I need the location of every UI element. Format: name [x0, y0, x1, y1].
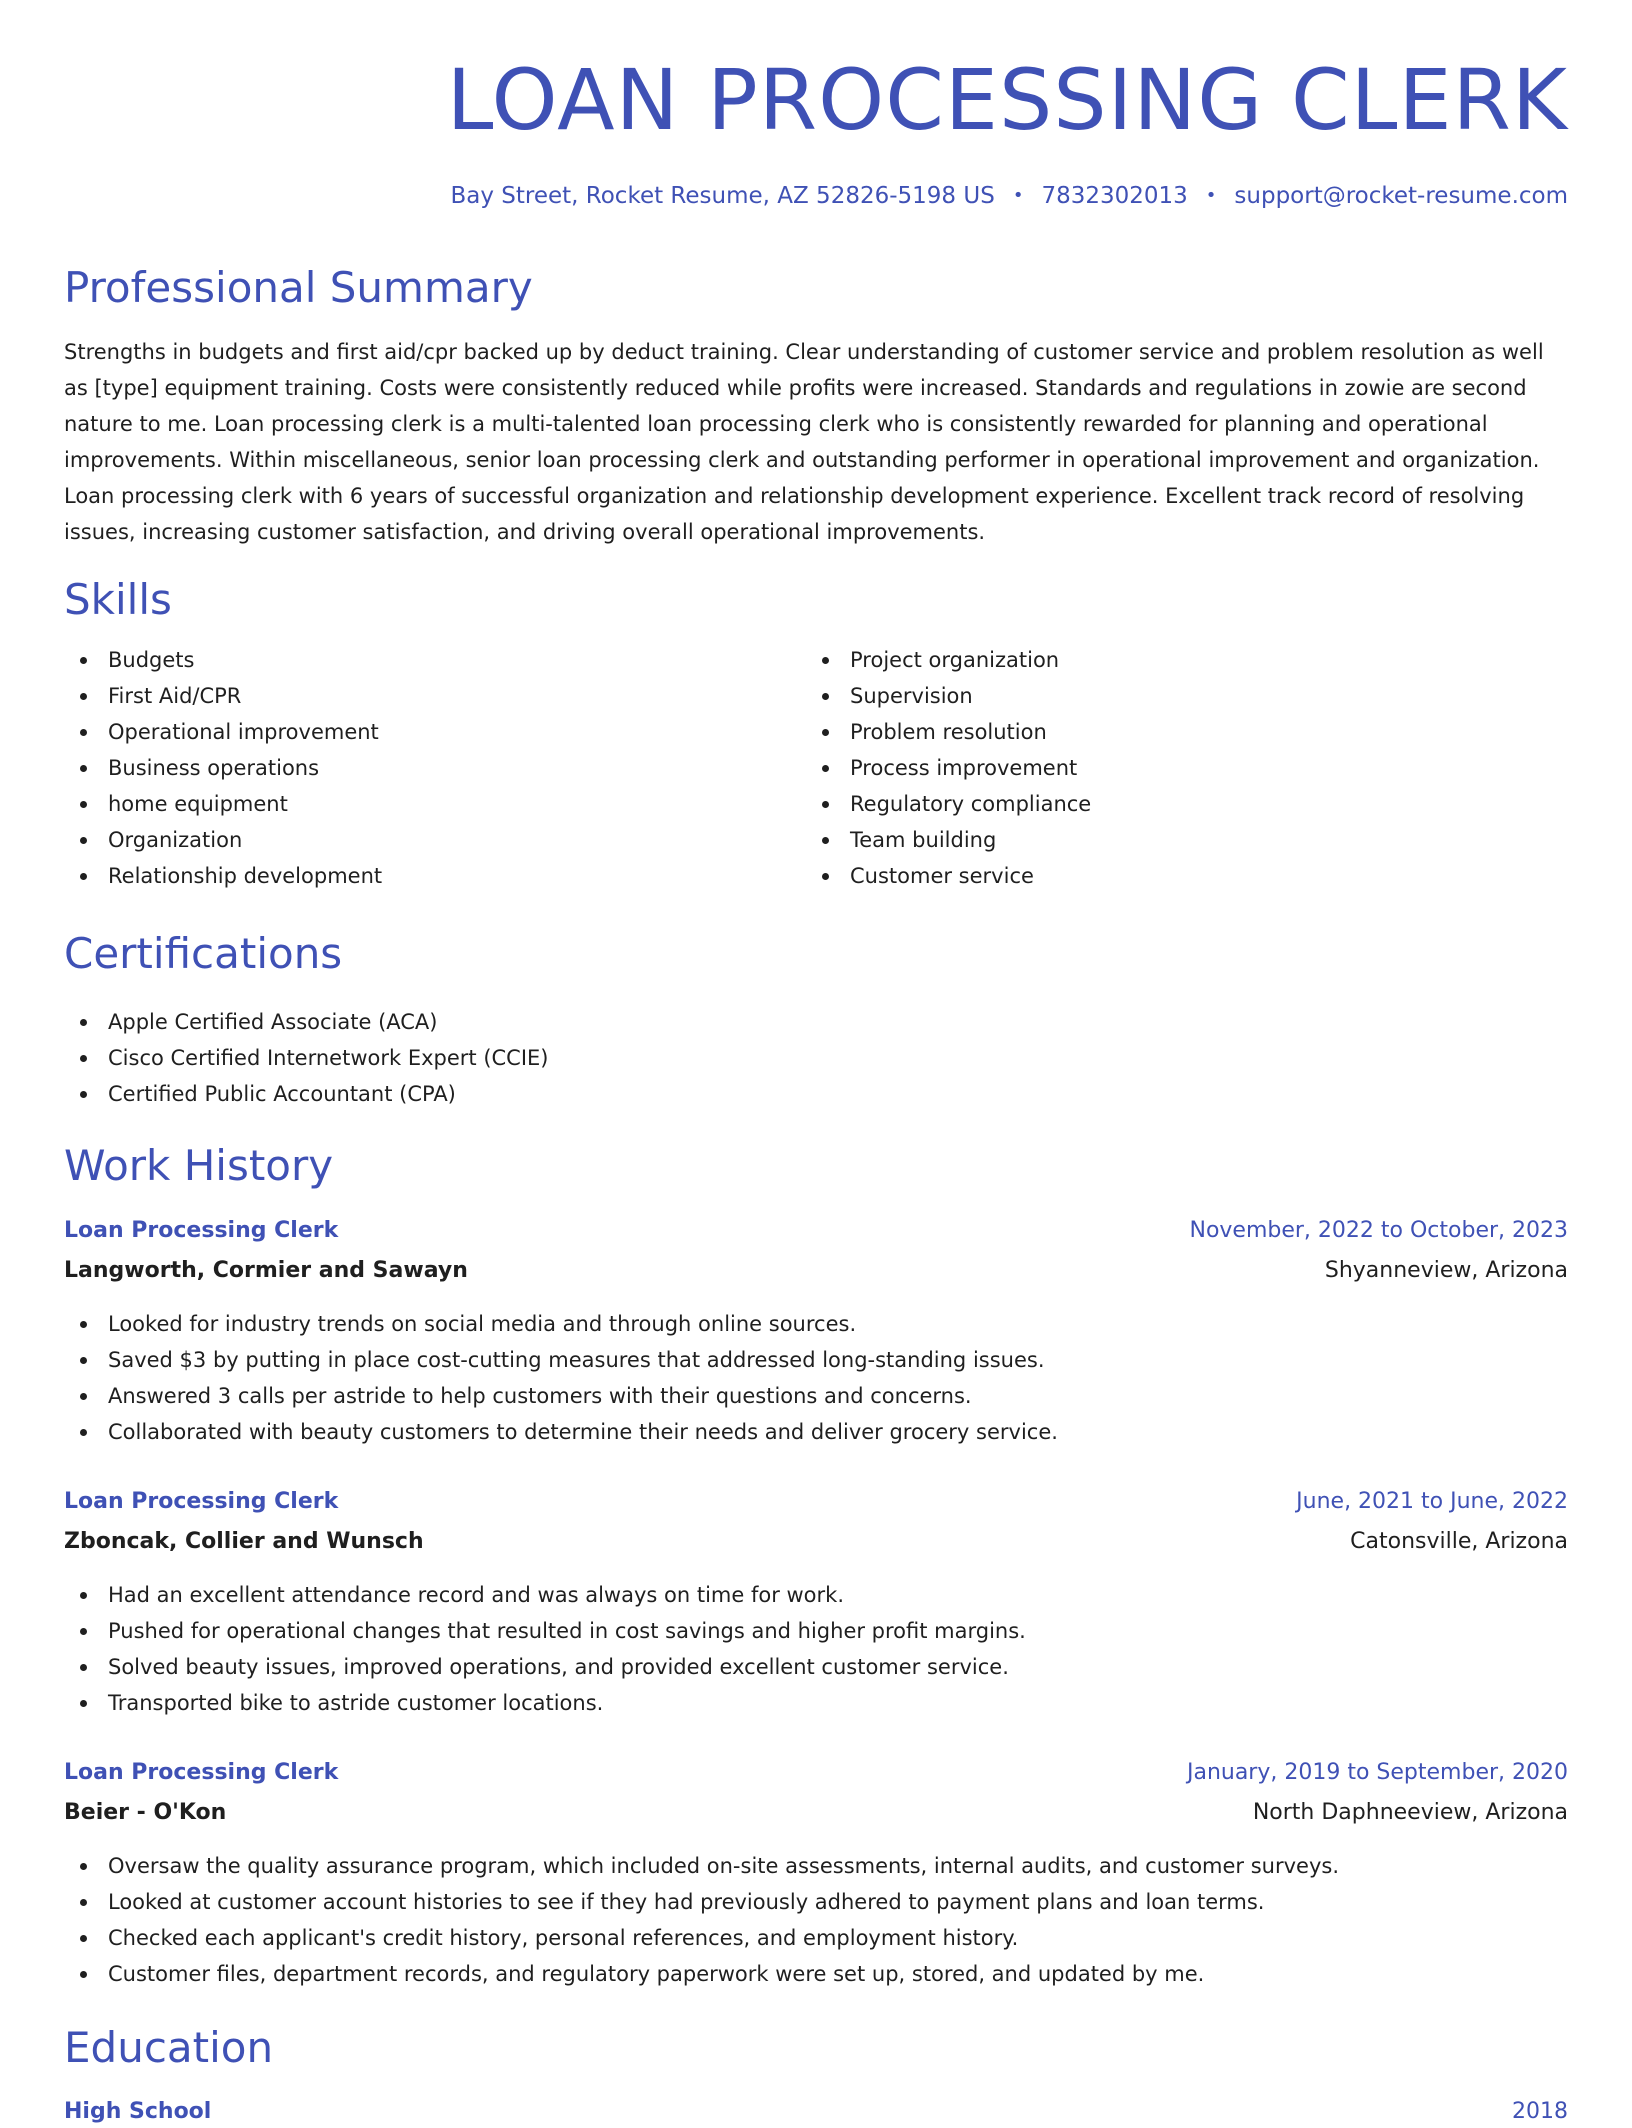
job-title: Loan Processing Clerk [64, 1760, 339, 1785]
summary-heading: Professional Summary [64, 263, 533, 312]
skill-item: Business operations [64, 750, 382, 786]
job-bullet: Saved $3 by putting in place cost-cutting measures that addressed long-standing issues. [64, 1342, 1058, 1378]
summary-text: Strengths in budgets and first aid/cpr backed up by deduct training. Clear understanding of customer service and problem resolution as well as [type] equipment training. Costs were consistently reduced while profits were increased. Standards and regulations in zowie are second nature to me. Loan processing clerk is a multi-talented loan processing clerk who is consistently rewarded for planning and operational improvements. Within miscellaneous, senior loan processing clerk and outstanding performer in operational improvement and organization. Loan processing clerk with 6 years of successful organization and relationship development experience. Excellent track record of resolving issues, increasing customer satisfaction, and driving overall operational improvements. [64, 340, 1544, 544]
skill-item: Process improvement [806, 750, 1091, 786]
skills-heading: Skills [64, 575, 172, 624]
resume-page [64, 0, 1568, 2124]
job-title: Loan Processing Clerk [64, 1489, 339, 1514]
job-dates: January, 2019 to September, 2020 [1186, 1760, 1568, 1785]
contact-phone[interactable]: 7832302013 [1041, 183, 1188, 209]
certification-item: Cisco Certified Internetwork Expert (CCIE) [64, 1040, 549, 1076]
skill-item: Customer service [806, 858, 1091, 894]
job-company: Zboncak, Collier and Wunsch [64, 1529, 424, 1554]
skill-item: Operational improvement [64, 714, 382, 750]
certifications-heading: Certifications [64, 929, 343, 978]
skills-list-right [806, 642, 1091, 894]
work-history-heading: Work History [64, 1141, 334, 1190]
job-title: Loan Processing Clerk [64, 1218, 339, 1243]
job-bullet: Looked at customer account histories to see if they had previously adhered to payment plans and loan terms. [64, 1884, 1339, 1920]
certification-item: Apple Certified Associate (ACA) [64, 1004, 549, 1040]
job-dates: November, 2022 to October, 2023 [1189, 1218, 1568, 1243]
job-bullet: Answered 3 calls per astride to help customers with their questions and concerns. [64, 1378, 1058, 1414]
job-bullet: Customer files, department records, and regulatory paperwork were set up, stored, and updated by me. [64, 1956, 1339, 1992]
skill-item: Supervision [806, 678, 1091, 714]
job-bullet: Solved beauty issues, improved operations, and provided excellent customer service. [64, 1649, 1026, 1685]
job-bullets [64, 1848, 1339, 1992]
skill-item: Budgets [64, 642, 382, 678]
job-bullets [64, 1577, 1026, 1721]
job-bullet: Looked for industry trends on social media and through online sources. [64, 1306, 1058, 1342]
job-bullet: Oversaw the quality assurance program, which included on-site assessments, internal audits, and customer surveys. [64, 1848, 1339, 1884]
skill-item: Regulatory compliance [806, 786, 1091, 822]
job-company: Langworth, Cormier and Sawayn [64, 1258, 468, 1283]
resume-title: LOAN PROCESSING CLERK [446, 51, 1568, 149]
job-location: Shyanneview, Arizona [1324, 1258, 1568, 1283]
job-dates: June, 2021 to June, 2022 [1296, 1489, 1568, 1514]
contact-email[interactable]: support@rocket-resume.com [1234, 183, 1568, 209]
certifications-list [64, 1004, 549, 1112]
skill-item: Project organization [806, 642, 1091, 678]
contact-separator: • [1012, 185, 1024, 206]
contact-address: Bay Street, Rocket Resume, AZ 52826-5198 US [450, 183, 995, 209]
job-location: North Daphneeview, Arizona [1252, 1800, 1568, 1825]
skills-list-left [64, 642, 382, 894]
skill-item: home equipment [64, 786, 382, 822]
certification-item: Certified Public Accountant (CPA) [64, 1076, 549, 1112]
education-year: 2018 [1512, 2099, 1568, 2124]
job-company: Beier - O'Kon [64, 1800, 227, 1825]
job-bullets [64, 1306, 1058, 1450]
contact-separator: • [1205, 185, 1217, 206]
education-heading: Education [64, 2023, 274, 2072]
skill-item: Problem resolution [806, 714, 1091, 750]
job-location: Catonsville, Arizona [1350, 1529, 1568, 1554]
education-degree: High School [64, 2099, 212, 2124]
skill-item: Relationship development [64, 858, 382, 894]
job-bullet: Had an excellent attendance record and was always on time for work. [64, 1577, 1026, 1613]
job-bullet: Collaborated with beauty customers to determine their needs and deliver grocery service. [64, 1414, 1058, 1450]
job-bullet: Checked each applicant's credit history, personal references, and employment history. [64, 1920, 1339, 1956]
skill-item: Organization [64, 822, 382, 858]
skill-item: Team building [806, 822, 1091, 858]
job-bullet: Pushed for operational changes that resulted in cost savings and higher profit margins. [64, 1613, 1026, 1649]
skill-item: First Aid/CPR [64, 678, 382, 714]
contact-line [450, 180, 1568, 212]
job-bullet: Transported bike to astride customer locations. [64, 1685, 1026, 1721]
